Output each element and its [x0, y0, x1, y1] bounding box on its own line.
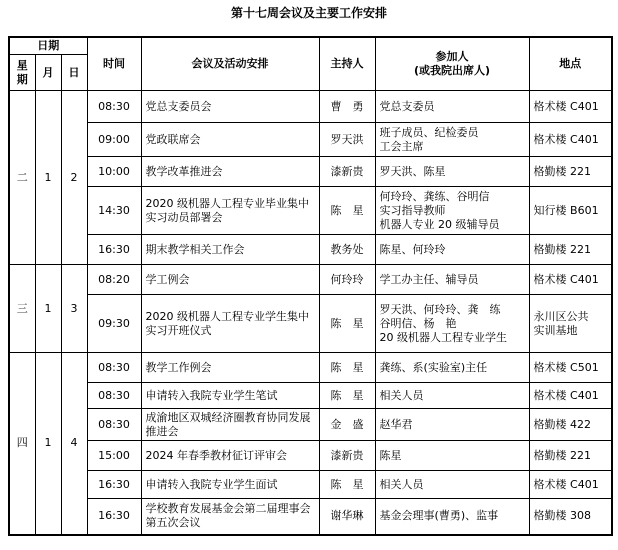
participants-cell: 何玲玲、龚练、谷明信 实习指导教师 机器人专业 20 级辅导员	[375, 187, 529, 235]
host-cell: 陈 星	[319, 383, 375, 409]
location-cell: 格勤楼 221	[529, 157, 612, 187]
day-cell: 4	[61, 353, 87, 535]
host-header: 主持人	[319, 37, 375, 91]
event-cell: 教学改革推进会	[141, 157, 319, 187]
location-header: 地点	[529, 37, 612, 91]
schedule-row	[9, 383, 612, 409]
schedule-row	[9, 235, 612, 265]
time-cell: 16:30	[87, 235, 141, 265]
location-cell: 格术楼 C401	[529, 265, 612, 295]
location-cell: 格术楼 C401	[529, 383, 612, 409]
participants-cell: 陈星、何玲玲	[375, 235, 529, 265]
schedule-row	[9, 187, 612, 235]
location-cell: 格术楼 C401	[529, 123, 612, 157]
week-header	[9, 55, 35, 91]
time-cell: 08:30	[87, 383, 141, 409]
week-cell: 二	[9, 91, 35, 265]
host-cell: 陈 星	[319, 295, 375, 353]
event-cell: 教学工作例会	[141, 353, 319, 383]
location-cell: 格勤楼 221	[529, 441, 612, 471]
month-cell: 1	[35, 353, 61, 535]
schedule-row	[9, 409, 612, 441]
time-cell: 14:30	[87, 187, 141, 235]
host-cell: 陈 星	[319, 471, 375, 499]
time-cell: 10:00	[87, 157, 141, 187]
day-cell: 3	[61, 265, 87, 353]
month-header: 月	[35, 55, 61, 91]
participants-cell: 相关人员	[375, 383, 529, 409]
schedule-row	[9, 471, 612, 499]
week-cell: 四	[9, 353, 35, 535]
week-cell: 三	[9, 265, 35, 353]
time-cell: 09:00	[87, 123, 141, 157]
participants-cell: 龚练、系(实验室)主任	[375, 353, 529, 383]
schedule-row	[9, 123, 612, 157]
event-cell: 2020 级机器人工程专业毕业集中实习动员部署会	[141, 187, 319, 235]
day-cell: 2	[61, 91, 87, 265]
time-cell: 09:30	[87, 295, 141, 353]
host-cell: 漆新贵	[319, 441, 375, 471]
participants-cell: 党总支委员	[375, 91, 529, 123]
host-cell: 罗天洪	[319, 123, 375, 157]
time-cell: 08:30	[87, 409, 141, 441]
event-cell: 2024 年春季教材征订评审会	[141, 441, 319, 471]
event-cell: 成渝地区双城经济圈教育协同发展推进会	[141, 409, 319, 441]
event-cell: 2020 级机器人工程专业学生集中实习开班仪式	[141, 295, 319, 353]
date-header: 日期	[9, 37, 87, 55]
event-cell: 党总支委员会	[141, 91, 319, 123]
participants-cell: 班子成员、纪检委员 工会主席	[375, 123, 529, 157]
location-cell: 格勤楼 422	[529, 409, 612, 441]
time-cell: 16:30	[87, 471, 141, 499]
host-cell: 教务处	[319, 235, 375, 265]
time-cell: 08:30	[87, 91, 141, 123]
host-cell: 何玲玲	[319, 265, 375, 295]
event-cell: 学校教育发展基金会第二届理事会第五次会议	[141, 499, 319, 535]
schedule-row	[9, 499, 612, 535]
time-cell: 08:30	[87, 353, 141, 383]
host-cell: 谢华琳	[319, 499, 375, 535]
schedule-row	[9, 157, 612, 187]
host-cell: 陈 星	[319, 187, 375, 235]
host-cell: 漆新贵	[319, 157, 375, 187]
schedule-row	[9, 441, 612, 471]
schedule-body	[9, 91, 612, 535]
location-cell: 格术楼 C401	[529, 471, 612, 499]
schedule-row	[9, 353, 612, 383]
time-cell: 08:20	[87, 265, 141, 295]
schedule-row	[9, 265, 612, 295]
event-cell: 申请转入我院专业学生面试	[141, 471, 319, 499]
location-cell: 格勤楼 308	[529, 499, 612, 535]
page-title: 第十七周会议及主要工作安排	[230, 6, 387, 20]
event-cell: 党政联席会	[141, 123, 319, 157]
schedule-row	[9, 295, 612, 353]
participants-cell: 赵华君	[375, 409, 529, 441]
event-cell: 学工例会	[141, 265, 319, 295]
time-cell: 15:00	[87, 441, 141, 471]
participants-cell: 罗天洪、陈星	[375, 157, 529, 187]
time-header: 时间	[87, 37, 141, 91]
day-header: 日	[61, 55, 87, 91]
location-cell: 格勤楼 221	[529, 235, 612, 265]
week-header-text: 星期	[16, 58, 28, 86]
location-cell: 永川区公共 实训基地	[529, 295, 612, 353]
host-cell: 曹 勇	[319, 91, 375, 123]
event-cell: 申请转入我院专业学生笔试	[141, 383, 319, 409]
month-cell: 1	[35, 265, 61, 353]
schedule-row	[9, 91, 612, 123]
host-cell: 陈 星	[319, 353, 375, 383]
location-cell: 格术楼 C401	[529, 91, 612, 123]
participants-cell: 学工办主任、辅导员	[375, 265, 529, 295]
schedule-table	[8, 36, 613, 536]
participants-cell: 相关人员	[375, 471, 529, 499]
host-cell: 金 盛	[319, 409, 375, 441]
event-cell: 期末教学相关工作会	[141, 235, 319, 265]
location-cell: 知行楼 B601	[529, 187, 612, 235]
month-cell: 1	[35, 91, 61, 265]
event-header: 会议及活动安排	[141, 37, 319, 91]
participants-cell: 基金会理事(曹勇)、监事	[375, 499, 529, 535]
participants-cell: 陈星	[375, 441, 529, 471]
time-cell: 16:30	[87, 499, 141, 535]
participants-cell: 罗天洪、何玲玲、龚 练 谷明信、杨 艳 20 级机器人工程专业学生	[375, 295, 529, 353]
participants-header: 参加人 (或我院出席人)	[375, 37, 529, 91]
location-cell: 格术楼 C501	[529, 353, 612, 383]
